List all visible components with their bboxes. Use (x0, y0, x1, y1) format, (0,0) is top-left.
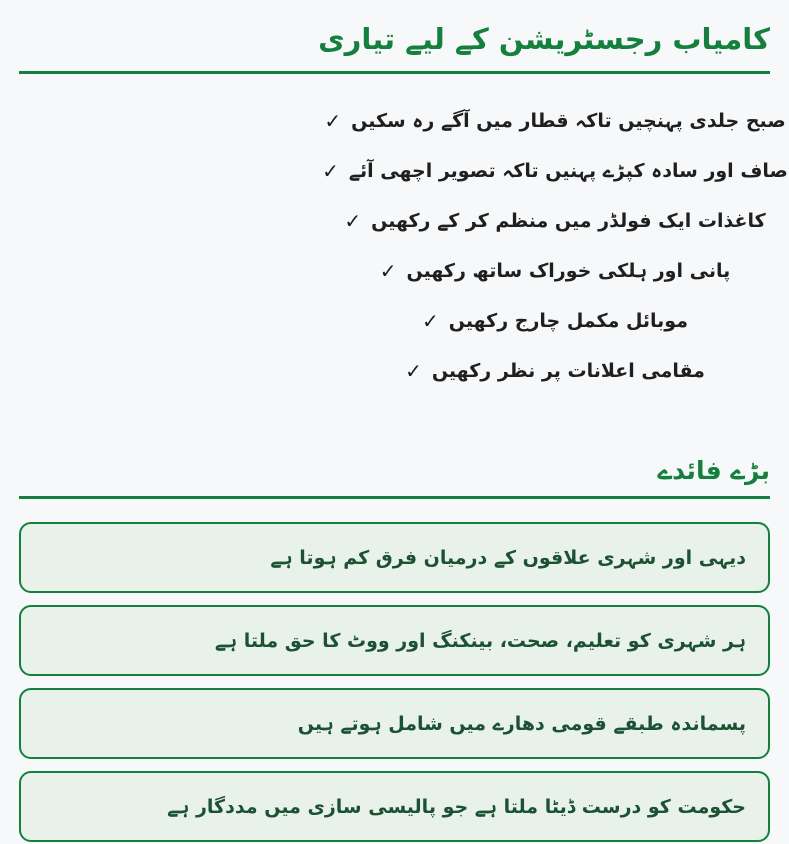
checklist-item-text: صبح جلدی پہنچیں تاکہ قطار میں آگے رہ سکیں (351, 110, 786, 132)
benefits-title-divider (19, 496, 770, 499)
checklist-item (340, 196, 770, 246)
checklist-item-text: پانی اور ہلکی خوراک ساتھ رکھیں (406, 260, 731, 282)
checklist-item (324, 96, 786, 146)
benefits-title: بڑے فائدے (657, 456, 770, 485)
checklist-item-text: صاف اور سادہ کپڑے پہنیں تاکہ تصویر اچھی آئے (348, 160, 788, 182)
benefits-card-list (19, 522, 770, 842)
check-icon: ✓ (379, 259, 397, 283)
benefit-card (19, 688, 770, 759)
checklist-item (340, 296, 770, 346)
check-icon: ✓ (344, 209, 362, 233)
benefit-card-text: دیہی اور شہری علاقوں کے درمیان فرق کم ہوتا ہے (270, 546, 746, 569)
benefit-card-text: ہر شہری کو تعلیم، صحت، بینکنگ اور ووٹ کا حق ملتا ہے (214, 629, 746, 652)
preparation-section (19, 0, 788, 396)
checklist-item-text: موبائل مکمل چارج رکھیں (448, 310, 688, 332)
preparation-checklist (322, 96, 788, 396)
checklist-item-text: کاغذات ایک فولڈر میں منظم کر کے رکھیں (371, 210, 766, 232)
benefits-section (19, 446, 770, 842)
check-icon: ✓ (322, 159, 339, 183)
benefit-card-text: پسماندہ طبقے قومی دھارے میں شامل ہوتے ہیں (297, 712, 746, 735)
benefit-card-text: حکومت کو درست ڈیٹا ملتا ہے جو پالیسی سازی میں مددگار ہے (167, 795, 746, 818)
benefit-card (19, 771, 770, 842)
checklist-item (340, 346, 770, 396)
benefit-card (19, 522, 770, 593)
checklist-item (340, 246, 770, 296)
preparation-title: کامیاب رجسٹریشن کے لیے تیاری (318, 22, 770, 56)
checklist-item-text: مقامی اعلانات پر نظر رکھیں (431, 360, 705, 382)
benefit-card (19, 605, 770, 676)
check-icon: ✓ (324, 109, 342, 133)
check-icon: ✓ (405, 359, 422, 383)
preparation-title-divider (19, 71, 770, 74)
checklist-item (322, 146, 788, 196)
check-icon: ✓ (421, 309, 439, 333)
